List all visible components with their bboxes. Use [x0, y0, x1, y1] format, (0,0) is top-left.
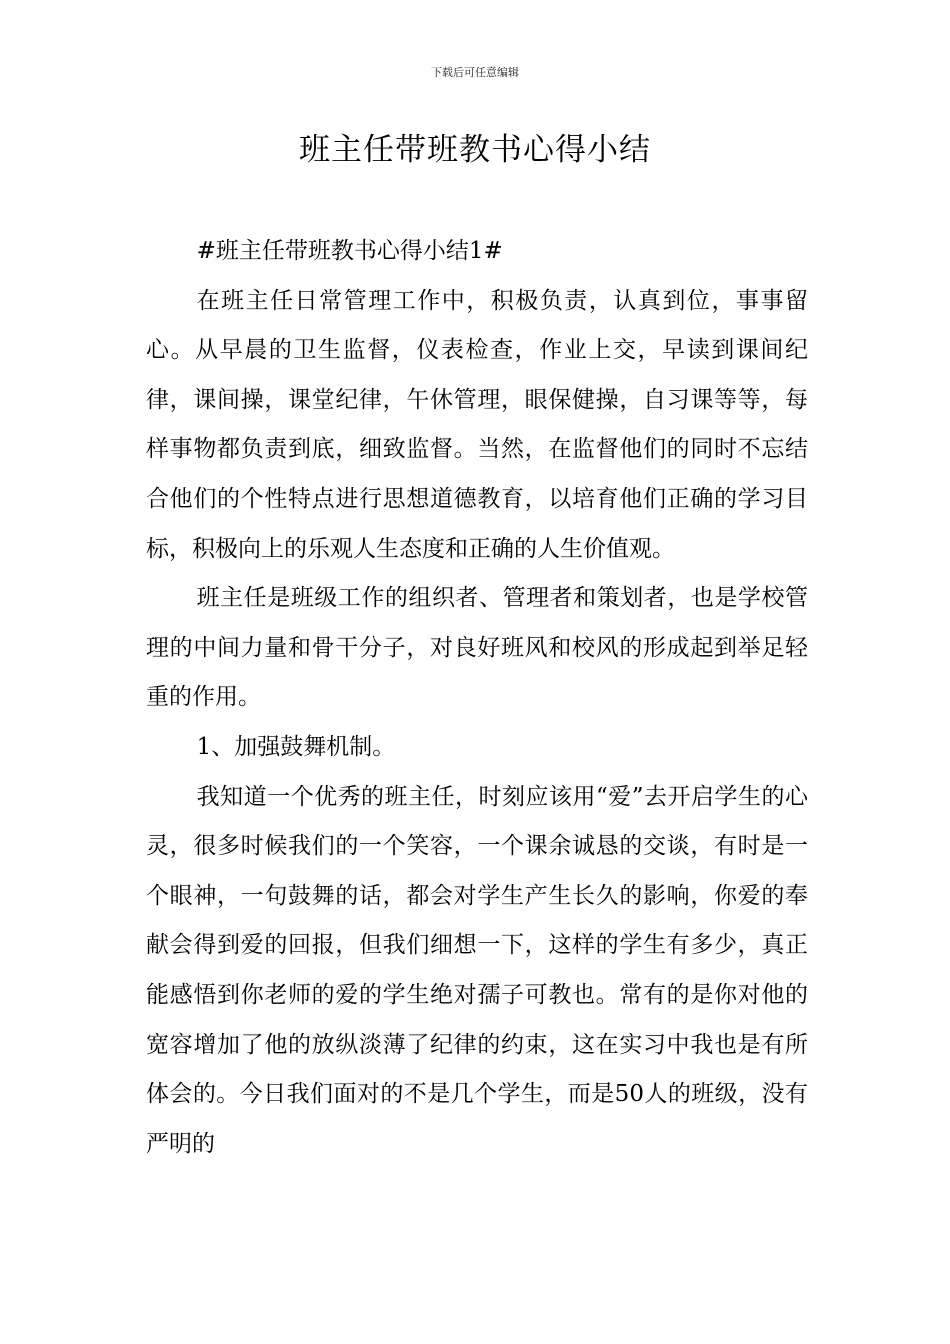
header-note: 下载后可任意编辑	[431, 66, 519, 79]
section-heading: #班主任带班教书心得小结1#	[196, 238, 503, 264]
body-paragraph: 班主任是班级工作的组织者、管理者和策划者，也是学校管理的中间力量和骨干分子，对良好班风和校风的形成起到举足轻重的作用。	[146, 585, 808, 711]
body-paragraph: 在班主任日常管理工作中，积极负责，认真到位，事事留心。从早晨的卫生监督，仪表检查，作业上交，早读到课间纪律，课间操，课堂纪律，午休管理，眼保健操，自习课等等，每样事物都负责到底，细致监督。当然，在监督他们的同时不忘结合他们的个性特点进行思想道德教育，以培育他们正确的学习目标，积极向上的乐观人生态度和正确的人生价值观。	[146, 287, 808, 562]
body-paragraph: 我知道一个优秀的班主任，时刻应该用“爱”去开启学生的心灵，很多时候我们的一个笑容，一个课余诚恳的交谈，有时是一个眼神，一句鼓舞的话，都会对学生产生长久的影响，你爱的奉献会得到爱的回报，但我们细想一下，这样的学生有多少，真正能感悟到你老师的爱的学生绝对孺子可教也。常有的是你对他的宽容增加了他的放纵淡薄了纪律的约束，这在实习中我也是有所体会的。今日我们面对的不是几个学生，而是50人的班级，没有严明的	[146, 783, 808, 1157]
document-body	[146, 227, 808, 1169]
document-title: 班主任带班教书心得小结	[299, 132, 651, 168]
numbered-point: 1、加强鼓舞机制。	[196, 733, 396, 760]
